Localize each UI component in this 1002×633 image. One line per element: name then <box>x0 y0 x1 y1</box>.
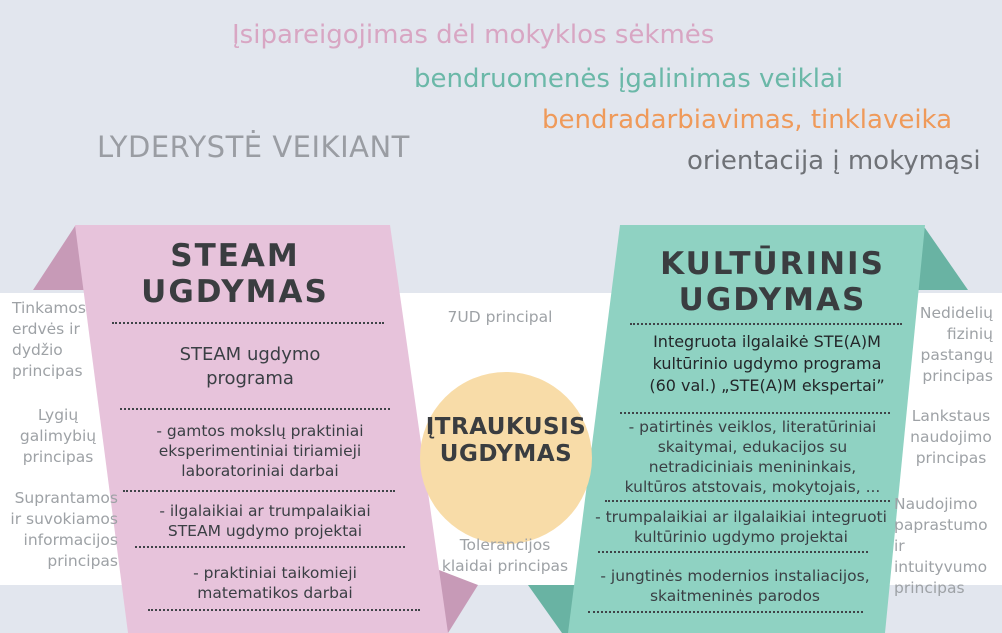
steam-heading-line1: STEAM <box>170 238 300 274</box>
divider <box>135 546 405 548</box>
divider <box>588 611 863 613</box>
principle-text: erdvės ir <box>12 320 80 338</box>
principle-text: Lygių <box>37 406 79 424</box>
steam-item-lab-work <box>140 421 380 481</box>
culture-program-line: kultūrinio ugdymo programa <box>652 354 882 373</box>
steam-item-line: - gamtos mokslų praktiniai <box>156 422 364 440</box>
principle-text: Lankstaus <box>911 407 991 425</box>
steam-program-line1: STEAM ugdymo <box>179 344 321 365</box>
culture-item-projects <box>588 507 894 547</box>
header-line-commitment: Įsipareigojimas dėl mokyklos sėkmės <box>232 20 715 50</box>
steam-item-line: - praktiniai taikomieji <box>193 564 357 582</box>
header-line-community: bendruomenės įgalinimas veiklai <box>414 64 844 94</box>
steam-item-line: - ilgalaikiai ar trumpalaikiai <box>159 502 371 520</box>
divider <box>598 551 868 553</box>
steam-heading-line2: UGDYMAS <box>141 274 329 310</box>
culture-item-line: - jungtinės modernios instaliacijos, <box>600 567 870 585</box>
header-line-leadership: LYDERYSTĖ VEIKIANT <box>97 130 410 164</box>
divider <box>605 500 890 502</box>
principle-text: galimybių <box>19 427 97 445</box>
culture-program <box>628 331 906 397</box>
principle-simple-intuitive <box>894 494 1002 599</box>
principle-text: paprastumo ir <box>894 516 988 555</box>
steam-heading <box>130 238 340 310</box>
principle-text: dydžio <box>12 341 63 359</box>
principle-low-effort <box>905 303 993 387</box>
culture-item-activities <box>610 417 895 497</box>
center-bottom-label <box>430 535 580 577</box>
header-line-collaboration: bendradarbiavimas, tinklaveika <box>542 105 953 135</box>
inclusive-title-line1: ĮTRAUKUSIS <box>425 414 587 440</box>
principle-text: principas <box>922 367 993 385</box>
tolerance-line2: klaidai principas <box>441 557 569 575</box>
culture-item-line: - trumpalaikiai ar ilgalaikiai integruoti <box>595 508 887 526</box>
principle-text: informacijos <box>23 531 118 549</box>
principle-understandable-info <box>10 488 118 572</box>
principle-text: Nedidelių <box>919 304 993 322</box>
divider <box>630 323 902 325</box>
steam-item-projects <box>140 501 390 541</box>
principle-text: principas <box>12 362 83 380</box>
culture-item-line: skaitymai, edukacijos su <box>657 438 848 456</box>
principle-text: pastangų <box>920 346 993 364</box>
culture-heading-line1: KULTŪRINIS <box>660 246 885 282</box>
steam-item-line: matematikos darbai <box>197 584 353 602</box>
inclusive-title-line2: UGDYMAS <box>439 441 573 467</box>
divider <box>120 408 390 410</box>
principle-space-size <box>12 298 92 382</box>
culture-heading <box>650 246 895 318</box>
inclusive-title <box>420 414 592 468</box>
steam-item-line: laboratoriniai darbai <box>181 462 339 480</box>
principle-text: principas <box>894 579 965 597</box>
principle-text: principas <box>915 449 987 467</box>
principle-text: Suprantamos <box>14 489 118 507</box>
culture-item-installations <box>590 566 880 606</box>
divider <box>123 490 395 492</box>
principle-text: fizinių <box>946 325 993 343</box>
steam-program <box>150 343 350 391</box>
header-line-learning: orientacija į mokymąsi <box>687 146 981 176</box>
principle-text: Naudojimo <box>894 495 978 513</box>
culture-item-line: kultūrinio ugdymo projektai <box>634 528 848 546</box>
principle-equal-opportunity <box>8 405 108 468</box>
principle-text: Tinkamos <box>12 299 86 317</box>
divider <box>148 609 420 611</box>
culture-program-line: (60 val.) „STE(A)M ekspertai” <box>649 376 885 395</box>
divider <box>620 412 890 414</box>
principle-flexible-use <box>906 406 996 469</box>
culture-item-line: skaitmeninės parodos <box>649 587 821 605</box>
center-top-label: 7UD principal <box>447 308 553 326</box>
divider <box>112 322 384 324</box>
culture-item-line: - patirtinės veiklos, literatūriniai <box>628 418 877 436</box>
steam-item-line: eksperimentiniai tiriamieji <box>158 442 362 460</box>
culture-item-line: netradiciniais menininkais, <box>648 458 857 476</box>
principle-text: principas <box>22 448 94 466</box>
culture-item-line: kultūros atstovais, mokytojais, ... <box>624 478 881 496</box>
steam-program-line2: programa <box>206 368 294 389</box>
principle-text: ir suvokiamos <box>10 510 118 528</box>
steam-item-line: STEAM ugdymo projektai <box>167 522 363 540</box>
steam-item-math <box>150 563 400 603</box>
principle-text: principas <box>47 552 118 570</box>
principle-text: intuityvumo <box>894 558 988 576</box>
tolerance-line1: Tolerancijos <box>459 536 551 554</box>
culture-heading-line2: UGDYMAS <box>678 282 867 318</box>
culture-program-line: Integruota ilgalaikė STE(A)M <box>653 332 881 351</box>
principle-text: naudojimo <box>910 428 992 446</box>
